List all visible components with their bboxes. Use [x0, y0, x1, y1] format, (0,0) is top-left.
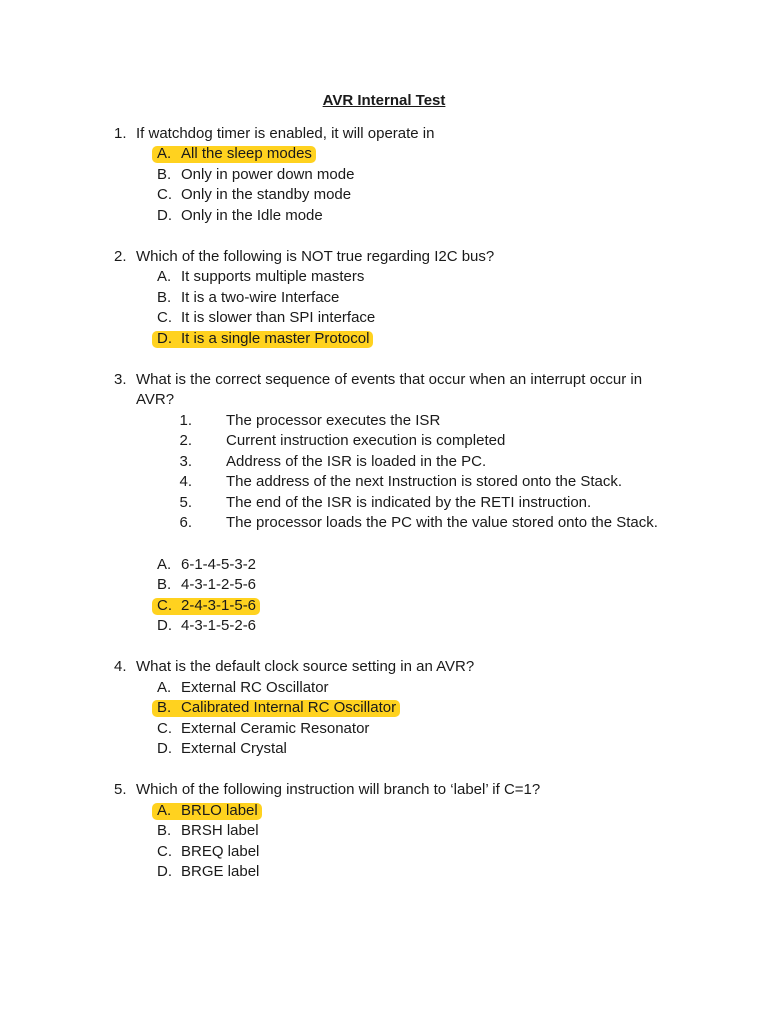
option-text: It is slower than SPI interface: [181, 309, 376, 327]
option-letter: A.: [157, 268, 172, 286]
step-number: 2.: [179, 432, 192, 450]
option-text: It is a single master Protocol: [181, 329, 370, 347]
option-letter: D.: [157, 863, 172, 881]
option-letter: B.: [157, 576, 172, 594]
option-b: [0, 165, 768, 186]
option-text: Only in the standby mode: [181, 186, 352, 204]
option-letter: C.: [157, 596, 172, 614]
step-text: The end of the ISR is indicated by the RETI instruction.: [226, 493, 592, 511]
sequence-step: [0, 513, 768, 534]
option-text: BRSH label: [181, 822, 259, 840]
question-number: 2.: [114, 247, 127, 265]
option-text: 4-3-1-5-2-6: [181, 617, 257, 635]
question-text: Which of the following is NOT true regarding I2C bus?: [136, 247, 495, 265]
step-number: 4.: [179, 473, 192, 491]
option-letter: A.: [157, 801, 172, 819]
step-text: Address of the ISR is loaded in the PC.: [226, 452, 487, 470]
step-text: The processor loads the PC with the value stored onto the Stack.: [226, 514, 658, 532]
step-number: 5.: [179, 493, 192, 511]
option-letter: B.: [157, 699, 172, 717]
option-text: 2-4-3-1-5-6: [181, 596, 257, 614]
blank-line: [0, 534, 768, 555]
question-2: [0, 247, 768, 268]
option-letter: C.: [157, 186, 172, 204]
option-d: [0, 329, 768, 350]
blank-line: [0, 637, 768, 658]
option-text: 4-3-1-2-5-6: [181, 576, 257, 594]
option-letter: B.: [157, 822, 172, 840]
option-b: [0, 288, 768, 309]
option-b: [0, 698, 768, 719]
option-letter: C.: [157, 842, 172, 860]
option-a: [0, 678, 768, 699]
option-text: It is a two-wire Interface: [181, 288, 340, 306]
sequence-step: [0, 431, 768, 452]
blank-line: [0, 226, 768, 247]
option-a: [0, 801, 768, 822]
question-3: [0, 370, 768, 391]
question-5: [0, 780, 768, 801]
option-text: BREQ label: [181, 842, 260, 860]
question-number: 1.: [114, 124, 127, 142]
option-text: Only in power down mode: [181, 165, 355, 183]
document-title: AVR Internal Test: [322, 92, 446, 109]
question-text: If watchdog timer is enabled, it will operate in: [136, 124, 435, 142]
question-text: AVR?: [136, 391, 175, 409]
option-letter: A.: [157, 145, 172, 163]
option-text: Calibrated Internal RC Oscillator: [181, 699, 397, 717]
step-number: 1.: [179, 411, 192, 429]
option-letter: D.: [157, 740, 172, 758]
option-text: External RC Oscillator: [181, 678, 329, 696]
option-text: It supports multiple masters: [181, 268, 365, 286]
option-text: 6-1-4-5-3-2: [181, 555, 257, 573]
option-c: [0, 308, 768, 329]
option-text: Only in the Idle mode: [181, 206, 323, 224]
blank-line: [0, 349, 768, 370]
option-d: [0, 862, 768, 883]
sequence-step: [0, 472, 768, 493]
question-list: [0, 124, 768, 883]
step-text: The processor executes the ISR: [226, 411, 441, 429]
option-letter: D.: [157, 329, 172, 347]
question-1: [0, 124, 768, 145]
step-text: Current instruction execution is completed: [226, 432, 506, 450]
option-c: [0, 719, 768, 740]
option-d: [0, 206, 768, 227]
option-letter: A.: [157, 678, 172, 696]
option-d: [0, 739, 768, 760]
option-text: External Ceramic Resonator: [181, 719, 370, 737]
option-letter: D.: [157, 617, 172, 635]
sequence-step: [0, 452, 768, 473]
option-a: [0, 144, 768, 165]
option-b: [0, 575, 768, 596]
question-3: [0, 390, 768, 411]
option-text: External Crystal: [181, 740, 287, 758]
option-b: [0, 821, 768, 842]
sequence-step: [0, 411, 768, 432]
option-letter: C.: [157, 309, 172, 327]
option-text: BRGE label: [181, 863, 260, 881]
question-text: What is the default clock source setting in an AVR?: [136, 658, 475, 676]
option-c: [0, 842, 768, 863]
option-letter: C.: [157, 719, 172, 737]
option-letter: B.: [157, 165, 172, 183]
option-c: [0, 185, 768, 206]
option-a: [0, 267, 768, 288]
option-letter: A.: [157, 555, 172, 573]
sequence-step: [0, 493, 768, 514]
question-4: [0, 657, 768, 678]
option-a: [0, 555, 768, 576]
question-number: 4.: [114, 658, 127, 676]
question-number: 5.: [114, 781, 127, 799]
option-c: [0, 596, 768, 617]
step-number: 6.: [179, 514, 192, 532]
step-text: The address of the next Instruction is stored onto the Stack.: [226, 473, 623, 491]
question-text: What is the correct sequence of events that occur when an interrupt occur in: [136, 370, 643, 388]
option-letter: D.: [157, 206, 172, 224]
question-text: Which of the following instruction will branch to ‘label’ if C=1?: [136, 781, 541, 799]
step-number: 3.: [179, 452, 192, 470]
option-d: [0, 616, 768, 637]
option-text: All the sleep modes: [181, 145, 312, 163]
blank-line: [0, 760, 768, 781]
option-letter: B.: [157, 288, 172, 306]
question-number: 3.: [114, 370, 127, 388]
option-text: BRLO label: [181, 801, 258, 819]
